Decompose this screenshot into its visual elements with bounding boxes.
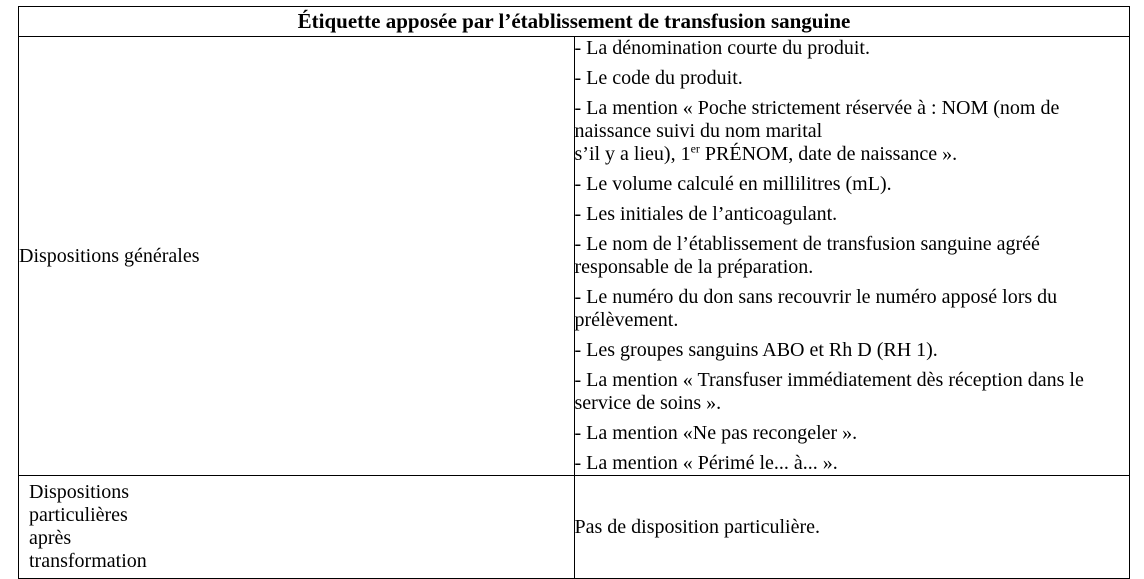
particular-value: Pas de disposition particulière. <box>574 476 1130 579</box>
general-label: Dispositions générales <box>19 37 575 476</box>
list-item: - Le nom de l’établissement de transfusion sanguine agréé responsable de la préparation. <box>574 233 1040 278</box>
label-spec-table <box>18 6 1130 579</box>
general-items-cell <box>574 37 1130 476</box>
particular-label <box>19 476 575 579</box>
list-item: - La mention « Transfuser immédiatement dès réception dans le service de soins ». <box>574 369 1084 414</box>
particular-label-line: après <box>29 527 72 549</box>
table-row-general <box>19 37 1130 476</box>
list-item: - Le numéro du don sans recouvrir le numéro apposé lors du prélèvement. <box>574 286 1058 331</box>
mention-poche-line1: - La mention « Poche strictement réservée à : NOM (nom de naissance suivi du nom marital <box>574 97 1060 142</box>
table-header-row <box>19 7 1130 37</box>
table-row-particular <box>19 476 1130 579</box>
list-item: - La dénomination courte du produit. <box>574 37 870 59</box>
general-items-list <box>575 37 1130 475</box>
mention-poche-line2-start: s’il y a lieu), 1 <box>574 143 691 165</box>
list-item: - Les groupes sanguins ABO et Rh D (RH 1). <box>574 339 938 361</box>
mention-poche-line2-end: PRÉNOM, date de naissance ». <box>699 143 958 165</box>
ordinal-superscript: er <box>690 141 700 156</box>
table-title: Étiquette apposée par l’établissement de transfusion sanguine <box>19 7 1130 37</box>
list-item: - Le code du produit. <box>574 67 743 89</box>
particular-label-line: particulières <box>29 504 128 526</box>
list-item: - Le volume calculé en millilitres (mL). <box>574 173 892 195</box>
particular-label-line: transformation <box>29 550 147 572</box>
list-item-mention-poche <box>575 97 1130 166</box>
list-item: - Les initiales de l’anticoagulant. <box>574 203 838 225</box>
list-item: - La mention «Ne pas recongeler ». <box>574 422 858 444</box>
list-item: - La mention « Périmé le... à... ». <box>574 452 838 474</box>
particular-label-line: Dispositions <box>29 481 130 503</box>
